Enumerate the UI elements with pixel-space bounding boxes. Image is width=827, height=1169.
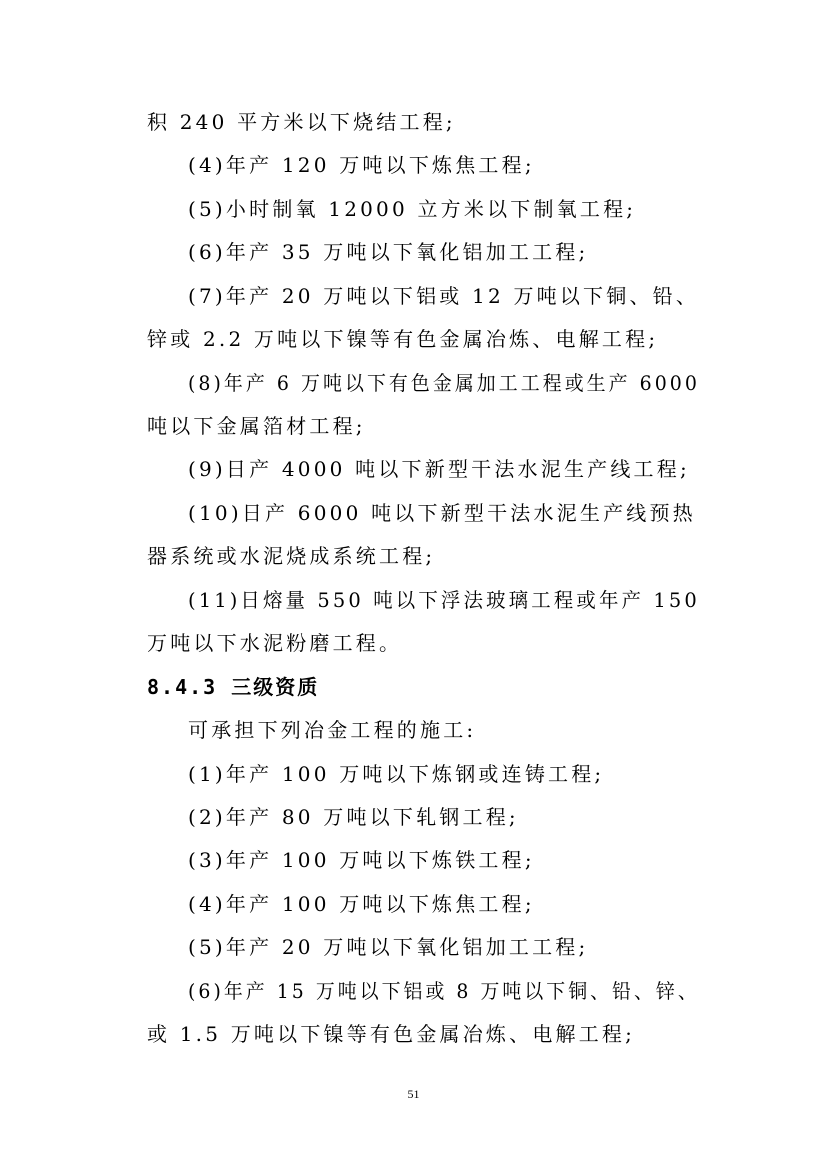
text-line: (9)日产 4000 吨以下新型干法水泥生产线工程; — [188, 457, 690, 481]
text-line: 万吨以下水泥粉磨工程。 — [147, 631, 403, 655]
text-line: (7)年产 20 万吨以下铝或 12 万吨以下铜、铅、 — [188, 284, 700, 308]
text-line: (11)日熔量 550 吨以下浮法玻璃工程或年产 150 — [188, 588, 700, 612]
section-heading: 8.4.3 三级资质 — [147, 675, 320, 699]
text-line: (6)年产 15 万吨以下铝或 8 万吨以下铜、铅、锌、 — [188, 979, 700, 1003]
text-line: 或 1.5 万吨以下镍等有色金属冶炼、电解工程; — [147, 1022, 636, 1046]
text-line: 可承担下列冶金工程的施工: — [188, 718, 477, 742]
text-line: (6)年产 35 万吨以下氧化铝加工工程; — [188, 240, 589, 264]
text-line: (8)年产 6 万吨以下有色金属加工工程或生产 6000 — [188, 371, 700, 395]
text-line: 器系统或水泥烧成系统工程; — [147, 544, 436, 568]
text-line: (4)年产 100 万吨以下炼焦工程; — [188, 892, 535, 916]
text-line: (2)年产 80 万吨以下轧钢工程; — [188, 805, 519, 829]
text-line: (5)年产 20 万吨以下氧化铝加工工程; — [188, 935, 589, 959]
page-number: 51 — [407, 1087, 420, 1101]
text-line: 吨以下金属箔材工程; — [147, 414, 366, 438]
text-line: (1)年产 100 万吨以下炼钢或连铸工程; — [188, 762, 605, 786]
text-line: (5)小时制氧 12000 立方米以下制氧工程; — [188, 197, 637, 221]
text-line: 积 240 平方米以下烧结工程; — [147, 110, 456, 134]
text-line: (3)年产 100 万吨以下炼铁工程; — [188, 848, 535, 872]
text-line: (10)日产 6000 吨以下新型干法水泥生产线预热 — [188, 501, 696, 525]
text-line: 锌或 2.2 万吨以下镍等有色金属冶炼、电解工程; — [147, 327, 659, 351]
text-line: (4)年产 120 万吨以下炼焦工程; — [188, 153, 535, 177]
